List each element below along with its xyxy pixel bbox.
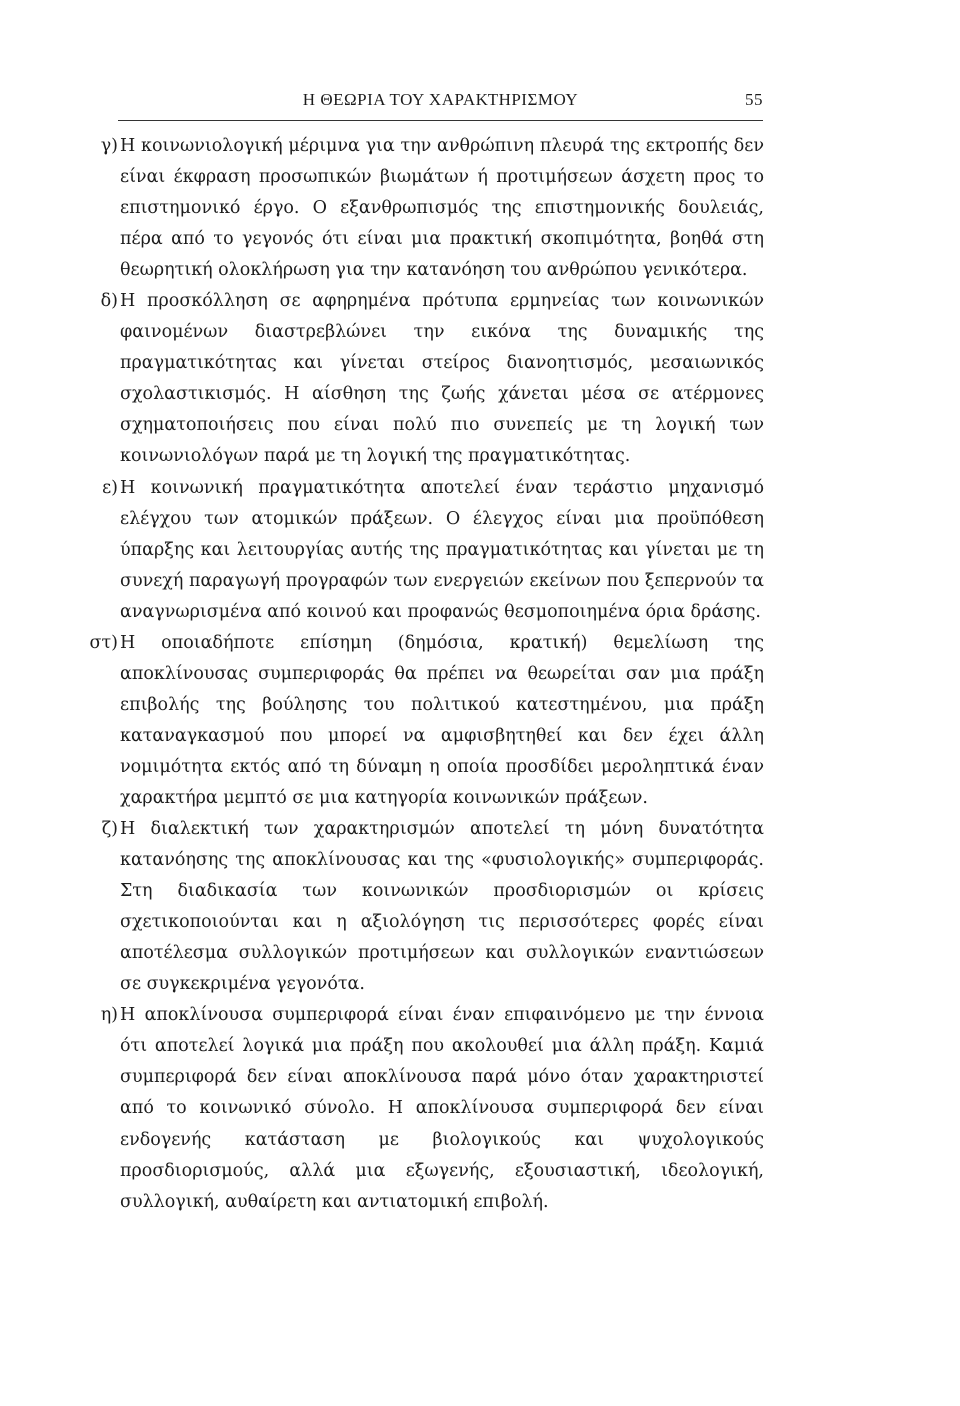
item-text: Η προσκόλληση σε αφηρημένα πρότυπα ερμηνείας των κοινωνικών φαινομένων διαστρεβλώνει την εικόνα της δυναμικής της πραγματικότητας και γίνεται στείρος διανοητισμός, μεσαιωνικός σχολαστικισμός. Η αίσθηση της ζωής χάνεται μέσα σε ατέρμονες σχηματοποιήσεις που είναι πολύ πιο συνεπείς με τη λογική των κοινωνιολόγων παρά με τη λογική της πραγματικότητας. <box>120 291 764 467</box>
list-item <box>89 628 764 814</box>
list-item <box>100 286 764 472</box>
item-text: Η κοινωνική πραγματικότητα αποτελεί έναν τεράστιο μηχανισμό ελέγχου των ατομικών πράξεων. Ο έλεγχος είναι μια προϋπόθεση ύπαρξης και λειτουργίας αυτής της πραγματικότητας και γίνεται με τη συνεχή παραγωγή προγραφών των ενεργειών εκείνων που ξεπερνούν τα αναγνωρισμένα από κοινού και προφανώς θεσμοποιημένα όρια δράσης. <box>120 477 764 622</box>
item-marker: η) <box>100 1005 118 1026</box>
body-text <box>89 131 764 1218</box>
header-rule <box>118 120 763 121</box>
running-title: Η ΘΕΩΡΙΑ ΤΟΥ ΧΑΡΑΚΤΗΡΙΣΜΟΥ <box>302 90 579 109</box>
item-marker: ε) <box>102 477 118 498</box>
item-marker: ζ) <box>101 819 118 840</box>
item-marker: γ) <box>100 136 118 156</box>
list-item <box>100 131 764 286</box>
running-header <box>118 90 763 114</box>
item-text: Η διαλεκτική των χαρακτηρισμών αποτελεί τη μόνη δυνατότητα κατανόησης της αποκλίνουσας και της «φυσιολογικής» συμπεριφοράς. Στη διαδικασία των κοινωνικών προσδιορισμών οι κρίσεις σχετικοποιούνται και η αξιολόγηση τις περισσότερες φορές είναι αποτέλεσμα συλλογικών προτιμήσεων και συλλογικών εναντιώσεων σε συγκεκριμένα γεγονότα. <box>120 819 764 995</box>
item-text: Η οποιαδήποτε επίσημη (δημόσια, κρατική) θεμελίωση της αποκλίνουσας συμπεριφοράς θα πρέπει να θεωρείται σαν μια πράξη επιβολής της βούλησης του πολιτικού κατεστημένου, μια πράξη καταναγκασμού που μπορεί να αμφισβητηθεί και δεν έχει άλλη νομιμότητα εκτός από τη δύναμη η οποία προσδίδει μεροληπτικά έναν χαρακτήρα μεμπτό σε μια κατηγορία κοινωνικών πράξεων. <box>120 632 764 808</box>
list-item <box>100 1000 764 1217</box>
item-text: Η αποκλίνουσα συμπεριφορά είναι έναν επιφαινόμενο με την έννοια ότι αποτελεί λογικά μια πράξη που ακολουθεί μια άλλη πράξη. Καμιά συμπεριφορά δεν είναι αποκλίνουσα παρά μόνο όταν χαρακτηριστεί από το κοινωνικό σύνολο. Η αποκλίνουσα συμπεριφορά δεν είναι ενδογενής κατάσταση με βιολογικούς και ψυχολογικούς προσδιορισμούς, αλλά μια εξωγενής, εξουσιαστική, ιδεολογική, συλλογική, αυθαίρετη και αντιατομική επιβολή. <box>120 1005 764 1212</box>
list-item <box>101 814 764 1000</box>
page-number: 55 <box>745 90 763 109</box>
list-item <box>102 473 764 628</box>
item-marker: δ) <box>100 291 118 312</box>
item-marker: στ) <box>89 632 118 653</box>
item-text: Η κοινωνιολογική μέριμνα για την ανθρώπινη πλευρά της εκτροπής δεν είναι έκφραση προσωπικών βιωμάτων ή προτιμήσεων άσχετη προς το επιστημονικό έργο. Ο εξανθρωπισμός της επιστημονικής δουλειάς, πέρα από το γεγονός ότι είναι μια πρακτική σκοπιμότητα, βοηθά στη θεωρητική ολοκλήρωση για την κατανόηση του ανθρώπου γενικότερα. <box>120 136 764 281</box>
